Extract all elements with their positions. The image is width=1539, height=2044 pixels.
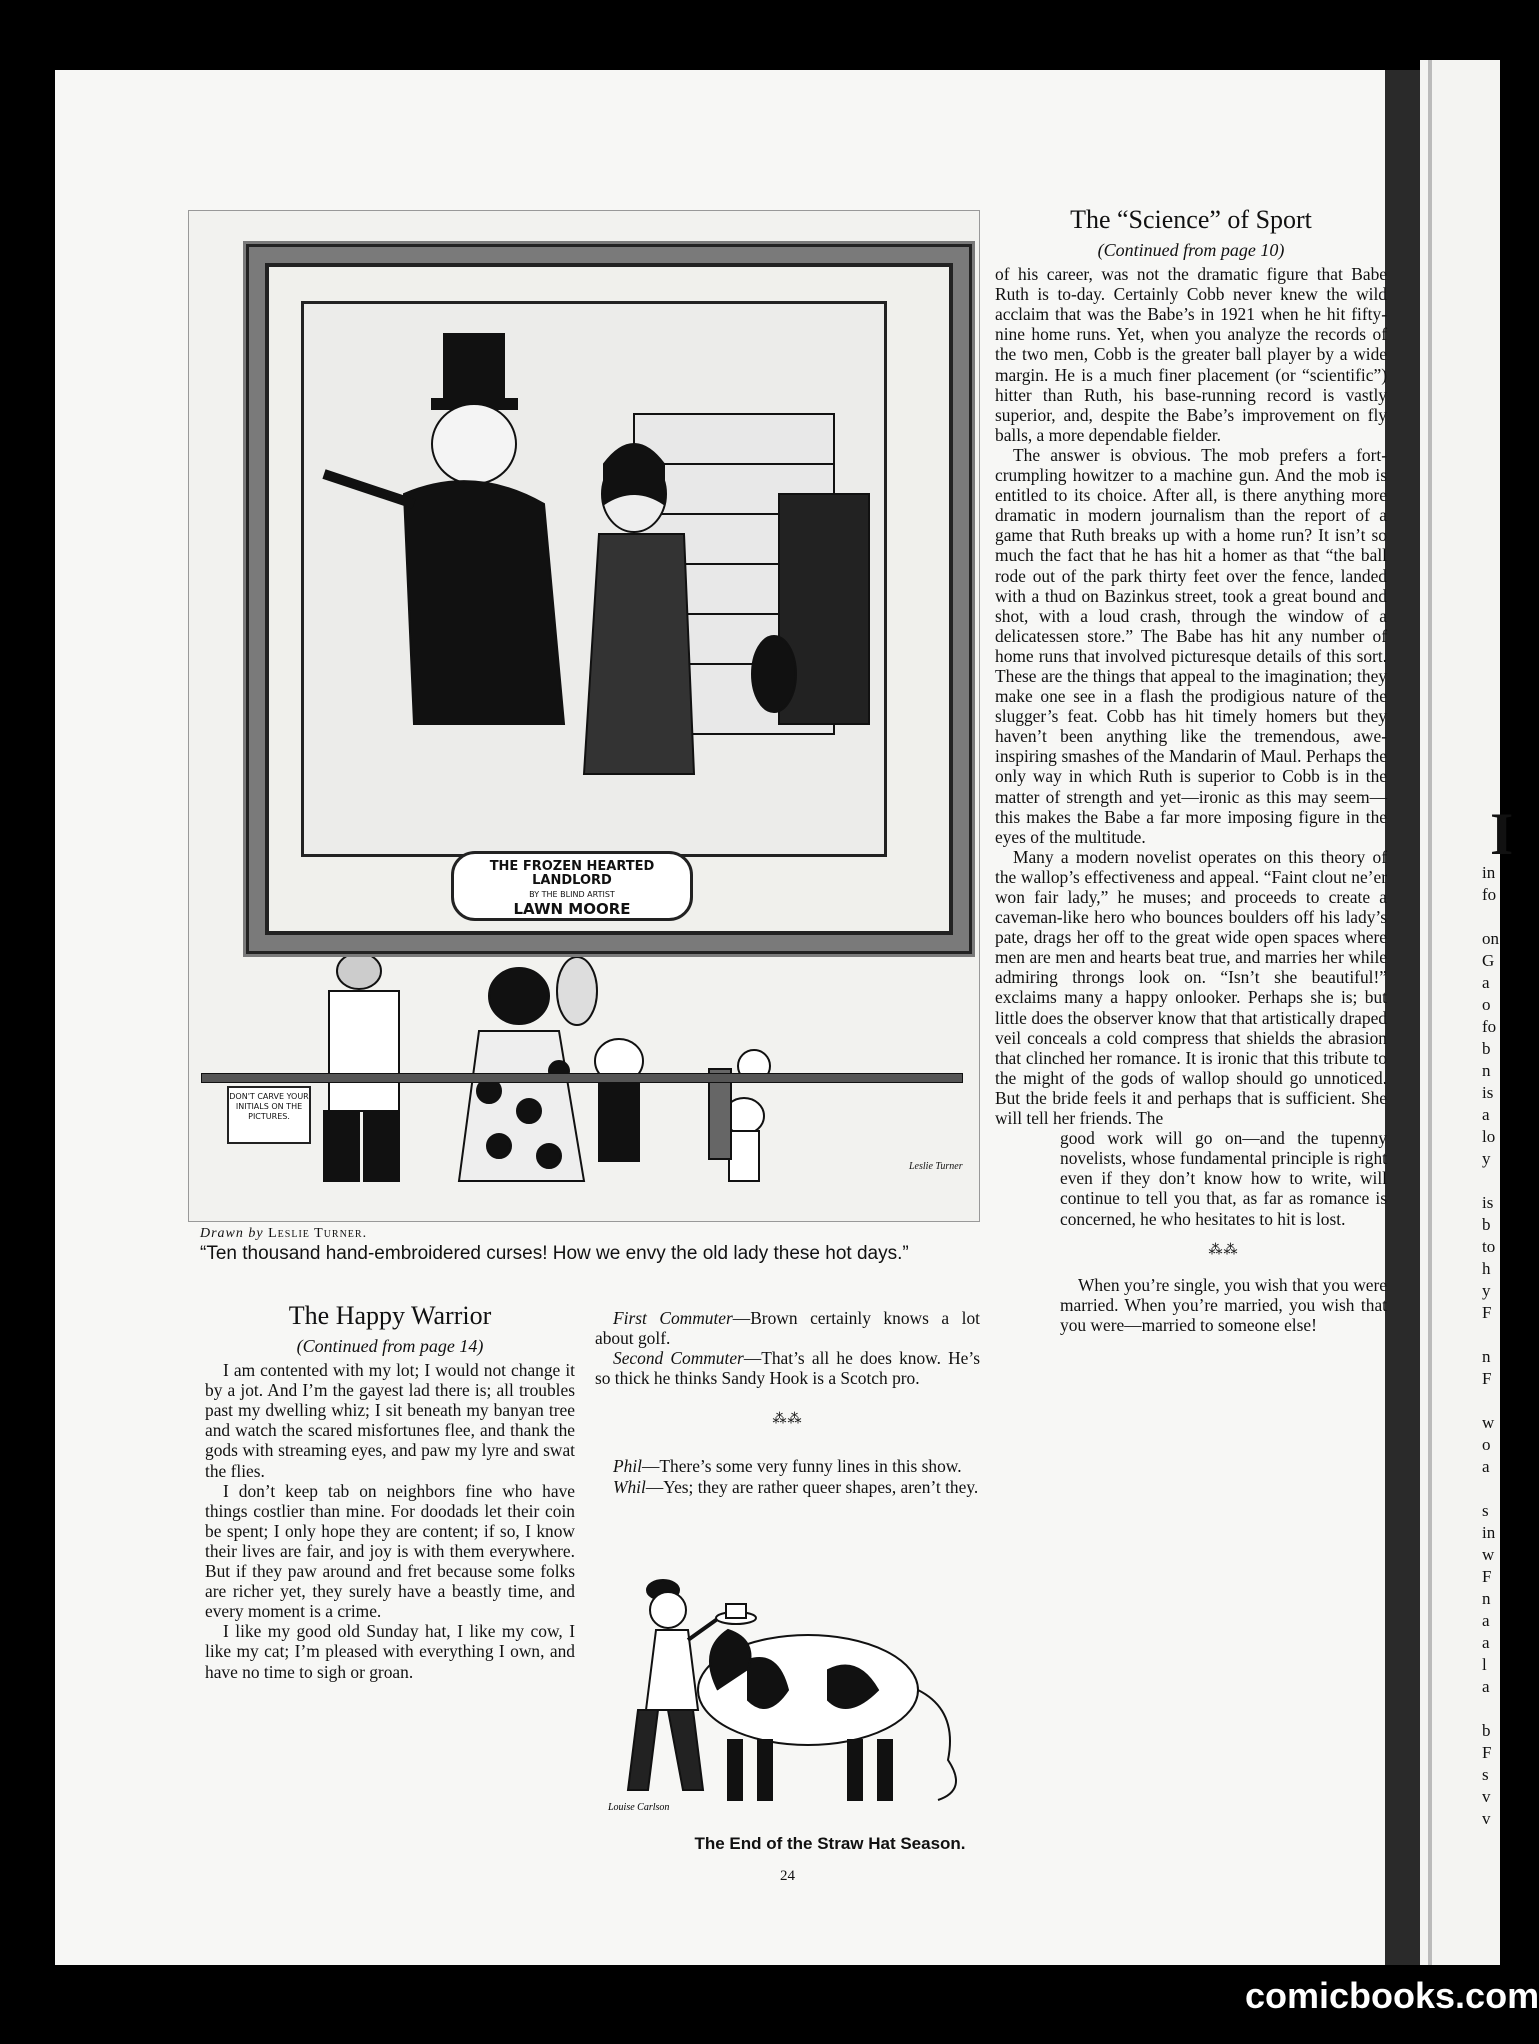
facing-page-fragment: fo	[1482, 885, 1497, 904]
facing-page-fragment: fo	[1482, 1017, 1497, 1036]
facing-page-fragment: a	[1482, 1105, 1490, 1124]
joke-3: Phil—There’s some very funny lines in this show.	[613, 1456, 962, 1477]
joke-1: First Commuter—Brown certainly knows a lot about golf.	[595, 1308, 980, 1349]
happy-paragraph-1: I am contented with my lot; I would not change it by a jot. And I’m the gayest lad there is; all troubles past my dwelling whiz; I sit beneath my banyan tree and watch the scared misfortunes flee, and thank the gods with streaming eyes, and paw my lyre and swat the flies.	[205, 1360, 575, 1481]
cartoon-caption: “Ten thousand hand-embroidered curses! How we envy the old lady these hot days.”	[200, 1243, 909, 1264]
jokes-column	[595, 1308, 980, 1497]
facing-page-fragment: lo	[1482, 1127, 1496, 1146]
sport-joke: When you’re single, you wish that you were married. When you’re married, you wish that you were—married to someone else!	[1060, 1274, 1387, 1335]
happy-paragraph-3: I like my good old Sunday hat, I like my cow, I like my cat; I’m pleased with everything I own, and have no time to sigh or groan.	[205, 1621, 575, 1682]
facing-page-fragment: is	[1482, 1193, 1494, 1212]
facing-page-fragment: y	[1482, 1149, 1491, 1168]
happy-warrior-title: The Happy Warrior	[288, 1301, 492, 1330]
facing-page-fragment: F	[1482, 1743, 1492, 1762]
site-watermark: comicbooks.com	[1245, 1975, 1539, 2016]
facing-page-fragment: s	[1482, 1501, 1489, 1520]
straw-hat-caption: The End of the Straw Hat Season.	[694, 1834, 966, 1853]
facing-page-fragment: b	[1482, 1721, 1491, 1740]
sport-article	[995, 204, 1387, 1335]
facing-page-fragment: F	[1482, 1369, 1492, 1388]
facing-page-fragment: F	[1482, 1567, 1492, 1586]
facing-page-fragment: w	[1482, 1545, 1495, 1564]
straw-hat-cartoon	[608, 1560, 1053, 1818]
straw-signature: Louise Carlson	[608, 1802, 670, 1813]
facing-page-fragment: a	[1482, 1457, 1490, 1476]
facing-page-fragment: w	[1482, 1413, 1495, 1432]
happy-warrior-continued: (Continued from page 14)	[296, 1336, 484, 1356]
facing-page-fragment: v	[1482, 1809, 1491, 1828]
joke-4: Whil—Yes; they are rather queer shapes, aren’t they.	[613, 1476, 979, 1497]
facing-page-fragment: G	[1482, 951, 1495, 970]
sport-title: The “Science” of Sport	[1070, 205, 1312, 234]
facing-page-fragment: s	[1482, 1765, 1489, 1784]
joke-2: Second Commuter—That’s all he does know. He’s so thick he thinks Sandy Hook is a Scotch pro.	[595, 1348, 980, 1389]
facing-page-fragment: n	[1482, 1589, 1491, 1608]
facing-page-fragment: is	[1482, 1083, 1494, 1102]
facing-page-fragment: a	[1482, 1611, 1490, 1630]
facing-page-fragment: F	[1482, 1303, 1492, 1322]
facing-page-fragment: v	[1482, 1787, 1491, 1806]
sport-paragraph-1: of his career, was not the dramatic figure that Babe Ruth is to-day. Certainly Cobb never knew the wild acclaim that was the Babe’s in 1921 when he hit fifty-nine home runs. Yet, when you analyze the records of the two men, Cobb is the greater ball player by a wide margin. He is a much finer placement (or “scientific”) hitter than Ruth, his base-running record is vastly superior, and, despite the Babe’s improvement on fly balls, a more dependable fielder.	[995, 264, 1387, 445]
happy-paragraph-2: I don’t keep tab on neighbors fine who have things costlier than mine. For doodads let their coin be spent; I only hope they are content; if so, I know their lives are fair, and joy is with them everywhere. But if they paw around and fret because some folks are richer yet, they surely have a beastly time, and every moment is a crime.	[205, 1480, 575, 1622]
happy-warrior-article	[205, 1300, 575, 1682]
artist-signature: Leslie Turner	[909, 1161, 963, 1172]
sport-paragraph-3-cont: good work will go on—and the tupenny novelists, whose fundamental principle is right even if they don’t know how to write, will continue to tell you that, as far as romance is concerned, he who hesitates to hit is lost.	[1060, 1128, 1387, 1229]
facing-page-fragment: b	[1482, 1039, 1491, 1058]
page-number: 24	[780, 1868, 795, 1884]
section-divider: ⁂⁂	[1208, 1242, 1239, 1258]
cartoon-illustration	[188, 210, 980, 1222]
gallery-rail	[201, 1073, 963, 1083]
facing-page-fragment: o	[1482, 995, 1491, 1014]
sport-paragraph-2: The answer is obvious. The mob prefers a fort-crumpling howitzer to a machine gun. And the mob is entitled to its choice. After all, is there anything more dramatic in modern journalism than the report of a game that Ruth breaks up with a home run? It isn’t so much the fact that he has hit a homer as that “the ball rode out of the park thirty feet over the fence, landed with a thud on Bazinkus street, took a great bound and shot, with a loud crash, through the window of a delicatessen store.” The Babe has hit any number of home runs that involved picturesque details of this sort. These are the things that appeal to the imagination; they make one see in a flash the prodigious nature of the slugger’s feat. Cobb has hit timely homers but they haven’t been anything like the tremendous, awe-inspiring smashes of the Mandarin of Maul. Perhaps the only way in which Ruth is superior to Cobb is in the matter of strength and yet—ironic as this may seem—this makes the Babe a far more imposing figure in the eyes of the multitude.	[995, 444, 1387, 847]
sport-continued: (Continued from page 10)	[1097, 240, 1285, 260]
facing-page-fragment: a	[1482, 1677, 1490, 1696]
sport-paragraph-3: Many a modern novelist operates on this theory of the wallop’s effectiveness and appeal. “Faint clout ne’er won fair lady,” he muses; and proceeds to create a caveman-like hero who bounces boulders off his lady’s pate, drags her off to the great wide open spaces where men are men and hearts beat true, and marries her while admiring throngs look on. “Isn’t she beautiful!” exclaims many a happy onlooker. Perhaps she is; but little does the observer know that that artistically draped veil conceals a cold compress that shields the abrasion that clinched her romance. It is ironic that this tribute to the might of the gods of wallop should go unnoticed. But the bride feels it and perhaps that is sufficient. She will tell her friends. The	[995, 846, 1387, 1129]
facing-page-fragment: n	[1482, 1061, 1491, 1080]
facing-page-fragment: a	[1482, 973, 1490, 992]
facing-page-initial: I	[1490, 801, 1514, 867]
facing-page-fragment: h	[1482, 1259, 1491, 1278]
facing-page-fragment: n	[1482, 1347, 1491, 1366]
landlord-scene	[301, 301, 887, 857]
facing-page-fragment: in	[1482, 863, 1496, 882]
facing-page-fragment: to	[1482, 1237, 1496, 1256]
facing-page-fragment: o	[1482, 1435, 1491, 1454]
cartoon-credit: Drawn by Leslie Turner.	[200, 1226, 368, 1241]
facing-page-fragment: y	[1482, 1281, 1491, 1300]
facing-page-fragment: a	[1482, 1633, 1490, 1652]
facing-page-fragment: l	[1482, 1655, 1487, 1674]
section-divider: ⁂⁂	[772, 1412, 803, 1428]
facing-page-fragment: b	[1482, 1215, 1491, 1234]
gallery-sign: DON'T CARVE YOUR INITIALS ON THE PICTURES.	[227, 1086, 311, 1144]
facing-page-fragment: on	[1482, 929, 1499, 948]
facing-page-fragment: in	[1482, 1523, 1496, 1542]
frame-plaque: THE FROZEN HEARTED LANDLORD BY THE BLIND ARTIST LAWN MOORE	[451, 851, 693, 921]
